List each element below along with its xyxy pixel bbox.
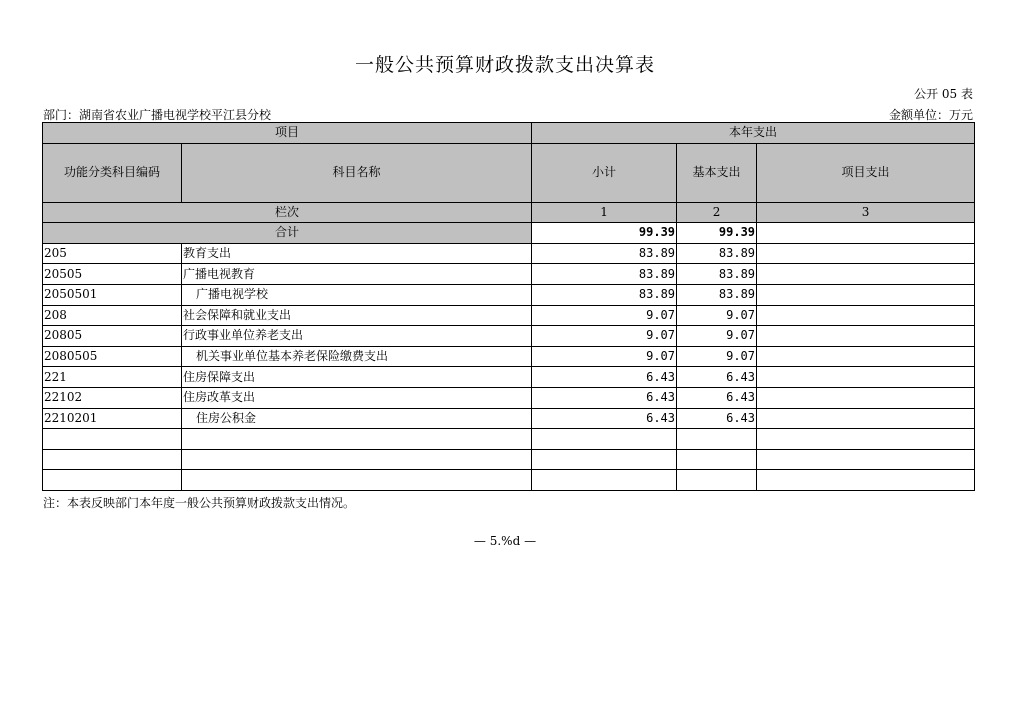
row-code: 221 xyxy=(43,367,182,388)
table-row xyxy=(43,449,975,470)
row-code: 22102 xyxy=(43,387,182,408)
row-name: 社会保障和就业支出 xyxy=(182,305,532,326)
row-code xyxy=(43,449,182,470)
row-name xyxy=(182,449,532,470)
table-row xyxy=(43,243,975,264)
amount-unit-label: 金额单位：万元 xyxy=(888,108,973,122)
row-project xyxy=(757,284,975,305)
row-project xyxy=(757,326,975,347)
table-row xyxy=(43,470,975,491)
row-basic xyxy=(677,429,757,450)
row-code xyxy=(43,429,182,450)
column-number-3: 3 xyxy=(757,202,975,223)
department-label: 部门：湖南省农业广播电视学校平江县分校 xyxy=(43,108,272,122)
header-name: 科目名称 xyxy=(182,143,532,202)
row-name: 教育支出 xyxy=(182,243,532,264)
table-row xyxy=(43,367,975,388)
total-label: 合计 xyxy=(43,223,532,244)
row-subtotal: 9.07 xyxy=(532,326,677,347)
row-project xyxy=(757,243,975,264)
row-code: 20805 xyxy=(43,326,182,347)
header-year-expenditure: 本年支出 xyxy=(532,123,975,144)
row-code: 205 xyxy=(43,243,182,264)
table-row xyxy=(43,346,975,367)
table-row xyxy=(43,284,975,305)
row-subtotal xyxy=(532,429,677,450)
row-name: 住房改革支出 xyxy=(182,387,532,408)
table-row xyxy=(43,387,975,408)
total-subtotal: 99.39 xyxy=(532,223,677,244)
row-project xyxy=(757,408,975,429)
row-name xyxy=(182,470,532,491)
table-row xyxy=(43,429,975,450)
total-row xyxy=(43,223,975,244)
total-basic: 99.39 xyxy=(677,223,757,244)
row-project xyxy=(757,305,975,326)
row-project xyxy=(757,429,975,450)
row-subtotal xyxy=(532,470,677,491)
row-name: 广播电视教育 xyxy=(182,264,532,285)
header-code: 功能分类科目编码 xyxy=(43,143,182,202)
row-subtotal: 9.07 xyxy=(532,305,677,326)
header-subtotal: 小计 xyxy=(532,143,677,202)
table-row xyxy=(43,326,975,347)
row-basic: 9.07 xyxy=(677,346,757,367)
report-title: 一般公共预算财政拨款支出决算表 xyxy=(354,54,655,76)
row-code: 208 xyxy=(43,305,182,326)
row-basic: 83.89 xyxy=(677,243,757,264)
form-number: 公开 05 表 xyxy=(914,87,973,101)
row-basic: 9.07 xyxy=(677,326,757,347)
row-project xyxy=(757,387,975,408)
row-basic: 6.43 xyxy=(677,367,757,388)
row-code: 2080505 xyxy=(43,346,182,367)
row-name: 住房公积金 xyxy=(182,408,532,429)
page-number: — 5.%d — xyxy=(473,534,537,548)
row-code xyxy=(43,470,182,491)
table-row xyxy=(43,264,975,285)
row-subtotal: 6.43 xyxy=(532,367,677,388)
row-basic: 6.43 xyxy=(677,408,757,429)
row-subtotal: 6.43 xyxy=(532,408,677,429)
row-name: 行政事业单位养老支出 xyxy=(182,326,532,347)
row-project xyxy=(757,346,975,367)
table-row xyxy=(43,305,975,326)
row-name xyxy=(182,429,532,450)
header-project: 项目 xyxy=(43,123,532,144)
total-project xyxy=(757,223,975,244)
row-basic: 9.07 xyxy=(677,305,757,326)
column-number-1: 1 xyxy=(532,202,677,223)
header-basic: 基本支出 xyxy=(677,143,757,202)
column-number-row xyxy=(43,202,975,223)
row-name: 机关事业单位基本养老保险缴费支出 xyxy=(182,346,532,367)
row-code: 2050501 xyxy=(43,284,182,305)
column-number-label: 栏次 xyxy=(43,202,532,223)
row-subtotal: 9.07 xyxy=(532,346,677,367)
expenditure-table xyxy=(42,122,975,491)
row-name: 广播电视学校 xyxy=(182,284,532,305)
row-subtotal: 83.89 xyxy=(532,264,677,285)
row-project xyxy=(757,367,975,388)
row-basic xyxy=(677,470,757,491)
row-subtotal: 83.89 xyxy=(532,284,677,305)
row-basic: 6.43 xyxy=(677,387,757,408)
row-project xyxy=(757,470,975,491)
row-name: 住房保障支出 xyxy=(182,367,532,388)
row-subtotal xyxy=(532,449,677,470)
row-basic: 83.89 xyxy=(677,284,757,305)
row-code: 2210201 xyxy=(43,408,182,429)
row-basic: 83.89 xyxy=(677,264,757,285)
table-row xyxy=(43,408,975,429)
row-code: 20505 xyxy=(43,264,182,285)
row-subtotal: 83.89 xyxy=(532,243,677,264)
row-subtotal: 6.43 xyxy=(532,387,677,408)
row-project xyxy=(757,264,975,285)
row-project xyxy=(757,449,975,470)
header-row-2 xyxy=(43,143,975,202)
row-basic xyxy=(677,449,757,470)
header-project-expenditure: 项目支出 xyxy=(757,143,975,202)
table-note: 注：本表反映部门本年度一般公共预算财政拨款支出情况。 xyxy=(43,496,356,510)
header-row-1 xyxy=(43,123,975,144)
column-number-2: 2 xyxy=(677,202,757,223)
